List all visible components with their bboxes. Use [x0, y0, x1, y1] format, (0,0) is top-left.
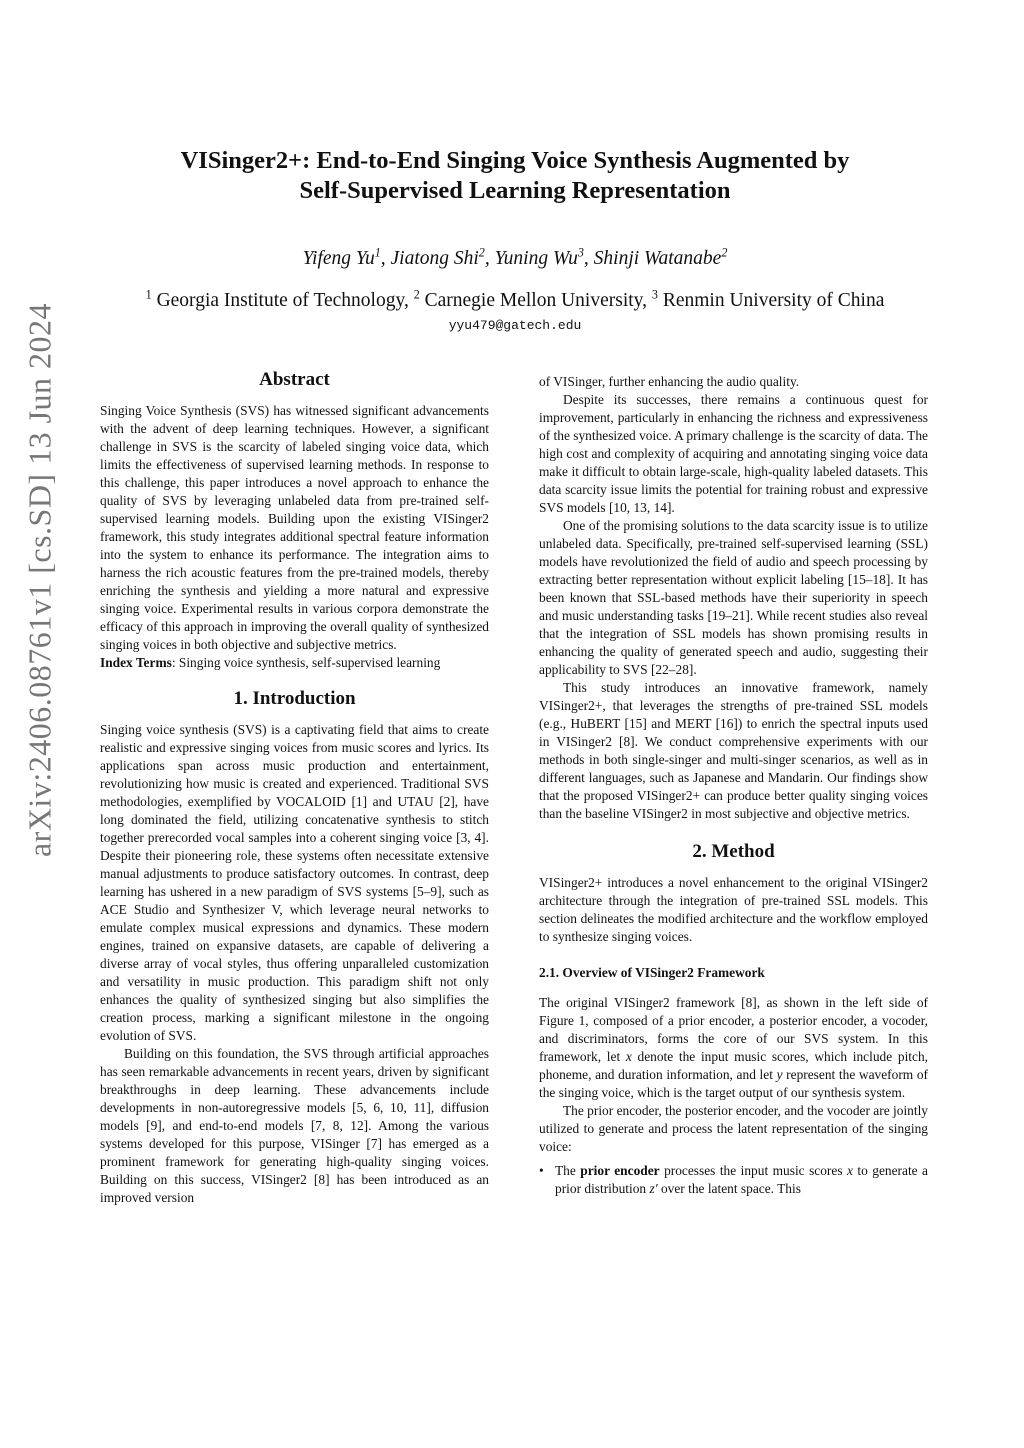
- variable-x: x: [625, 1049, 632, 1064]
- index-terms: [100, 654, 489, 672]
- affiliation: $^2$ Carnegie Mellon University,: [413, 287, 652, 311]
- intro-paragraph-2-continued: of VISinger, further enhancing the audio quality.: [539, 374, 800, 389]
- index-terms-text: : Singing voice synthesis, self-supervised learning: [171, 655, 441, 670]
- introduction-heading: 1. Introduction: [233, 688, 356, 709]
- prior-encoder-term: prior encoder: [580, 1163, 660, 1178]
- method-paragraph-3: The prior encoder, the posterior encoder, and the vocoder are jointly utilized to generate and process the latent representation of the singing voice:: [539, 1103, 928, 1154]
- index-terms-label: Index Terms: [100, 655, 172, 670]
- title-line-2: Self-Supervised Learning Representation: [299, 177, 731, 204]
- arxiv-watermark: [20, 302, 60, 858]
- intro-paragraph-5: This study introduces an innovative framework, namely VISinger2+, that leverages the strengths of pre-trained SSL models (e.g., HuBERT [15] and MERT [16]) to enrich the spectral inputs used in VISinger2 [8]. We conduct comprehensive experiments with our methods in both single-singer and multi-singer scenarios, as well as in different languages, such as Japanese and Mandarin. Our findings show that the proposed VISinger2+ can produce better quality singing voices than the baseline VISinger2 in most subjective and objective metrics.: [539, 680, 928, 821]
- intro-paragraph-4: One of the promising solutions to the data scarcity issue is to utilize unlabeled data. Specifically, pre-trained self-supervised learning (SSL) models have revolutionized the field of audio and speech processing by extracting better representation without explicit labeling [15–18]. It has been known that SSL-based methods have their superiority in speech and music understanding tasks [19–21]. While recent studies also reveal that the integration of SSL models has shown promising results in enhancing the quality of generated speech and audio, suggesting their applicability to SVS [22–28].: [539, 518, 928, 677]
- author: Shinji Watanabe$^2$: [593, 245, 728, 269]
- method-paragraph-1: VISinger2+ introduces a novel enhancement to the original VISinger2 architecture through the integration of pre-trained SSL models. This section delineates the modified architecture and the workflow employed to synthesize singing voices.: [539, 875, 928, 944]
- author-list: [120, 245, 910, 270]
- intro-paragraph-2: Building on this foundation, the SVS through artificial approaches has seen remarkable advancements in recent years, driven by significant breakthroughs in deep learning. These advancements include developments in non-autoregressive models [5, 6, 10, 11], diffusion models [9], and end-to-end models [7, 8, 12]. Among the various systems developed for this purpose, VISinger [7] has emerged as a prominent framework for generating high-quality singing voices. Building on this success, VISinger2 [8] has been introduced as an improved version: [100, 1046, 489, 1205]
- affiliation: $^3$ Renmin University of China: [651, 287, 885, 311]
- arxiv-id: arXiv:2406.08761v1 [cs.SD] 13 Jun 2024: [21, 302, 58, 858]
- left-column: [100, 368, 489, 1207]
- affiliation-list: [100, 287, 930, 312]
- bullet-text: The prior encoder processes the input music scores x to generate a prior distribution z′ over the latent space. This: [555, 1163, 929, 1196]
- affiliation: $^1$ Georgia Institute of Technology,: [145, 287, 414, 311]
- author: Yifeng Yu$^1$,: [302, 245, 391, 269]
- author: Jiatong Shi$^2$,: [390, 245, 495, 269]
- abstract-heading: Abstract: [259, 369, 330, 390]
- intro-paragraph-1: Singing voice synthesis (SVS) is a captivating field that aims to create realistic and expressive singing voices from music scores and lyrics. Its applications span across music production and entertainment, revolutionizing how music is created and experienced. Traditional SVS methodologies, exemplified by VOCALOID [1] and UTAU [2], have long dominated the field, utilizing concatenative synthesis to stitch together prerecorded vocal samples into a coherent singing voice [3, 4]. Despite their pioneering role, these systems often necessitate extensive manual adjustments to produce satisfactory outcomes. In contrast, deep learning has ushered in a new paradigm of SVS systems [5–9], such as ACE Studio and Synthesizer V, which leverage neural networks to emulate complex musical expressions and dynamics. These modern engines, trained on expansive datasets, are capable of delivering a diverse array of vocal styles, thus offering unparalleled customization and versatility in music production. This paradigm shift not only enhances the quality of synthesized singing but also simplifies the creation process, marking a significant milestone in the ongoing evolution of SVS.: [100, 722, 489, 1043]
- list-item: [539, 1162, 928, 1198]
- bullet-marker: •: [539, 1163, 544, 1178]
- paper-title: [120, 146, 910, 206]
- variable-y: y: [776, 1067, 783, 1082]
- right-column: [539, 373, 928, 1198]
- variable-x: x: [846, 1163, 853, 1178]
- author: Yuning Wu$^3$,: [494, 245, 594, 269]
- title-line-1: VISinger2+: End-to-End Singing Voice Synthesis Augmented by: [180, 147, 850, 174]
- method-paragraph-2: The original VISinger2 framework [8], as shown in the left side of Figure 1, composed of a prior encoder, a posterior encoder, a vocoder, and discriminators, forms the core of our SVS system. In this framework, let x denote the input music scores, which include pitch, phoneme, and duration information, and let y represent the waveform of the singing voice, which is the target output of our synthesis system.: [539, 995, 928, 1100]
- abstract-text: Singing Voice Synthesis (SVS) has witnessed significant advancements with the advent of deep learning techniques. However, a significant challenge in SVS is the scarcity of labeled singing voice data, which limits the effectiveness of supervised learning methods. In response to this challenge, this paper introduces a novel approach to enhance the quality of SVS by leveraging unlabeled data from pre-trained self-supervised learning models. Building upon the existing VISinger2 framework, this study integrates additional spectral feature information into the system to enhance its performance. The integration aims to harness the rich acoustic features from the pre-trained models, thereby enriching the synthesis and yielding a more natural and expressive singing voice. Experimental results in various corpora demonstrate the efficacy of this approach in improving the overall quality of synthesized singing voices in both objective and subjective metrics.: [100, 403, 489, 652]
- variable-z-prime: z′: [649, 1181, 658, 1196]
- method-heading: 2. Method: [692, 841, 775, 862]
- author-email: yyu479@gatech.edu: [448, 318, 582, 333]
- intro-paragraph-3: Despite its successes, there remains a continuous quest for improvement, particularly in enhancing the richness and expressiveness of the synthesized voice. A primary challenge is the scarcity of data. The high cost and complexity of acquiring and annotating singing voice data make it difficult to obtain large-scale, high-quality labeled datasets. This data scarcity issue limits the potential for training robust and expressive SVS models [10, 13, 14].: [539, 392, 928, 515]
- subsection-heading: 2.1. Overview of VISinger2 Framework: [539, 965, 765, 980]
